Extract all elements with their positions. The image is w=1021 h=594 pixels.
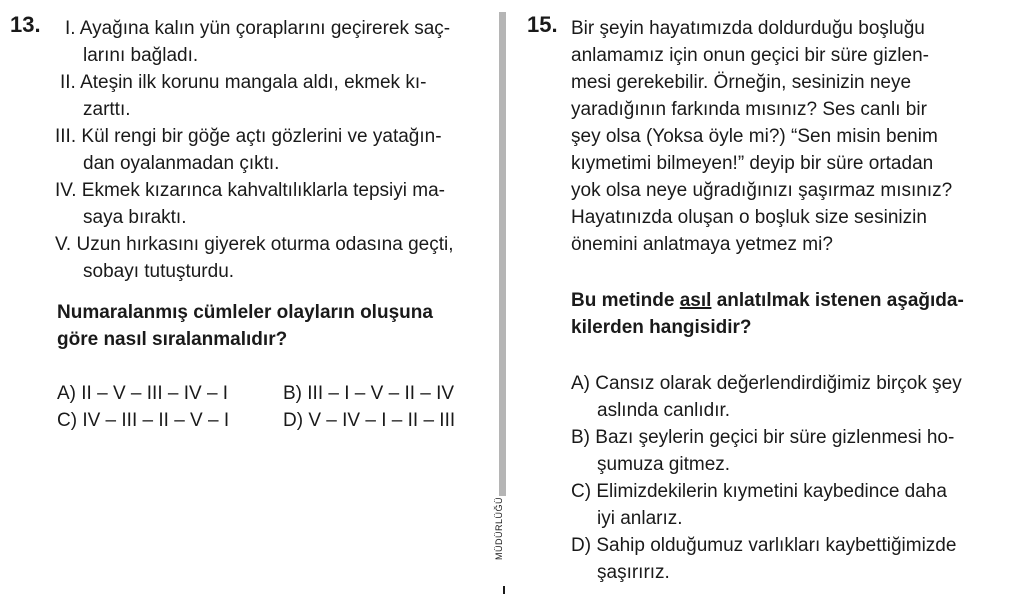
statement-line: larını bağladı. [83, 45, 199, 66]
prompt-underlined: asıl [679, 290, 712, 311]
statement-line: zarttı. [83, 99, 131, 120]
question-prompt: Numaralanmış cümleler olayların oluşuna [57, 302, 433, 323]
statement-line: saya bıraktı. [83, 207, 187, 228]
statement-line: dan oyalanmadan çıktı. [83, 153, 280, 174]
side-label: MÜDÜRLÜĞÜ [494, 497, 504, 560]
option-c[interactable]: C) IV – III – II – V – I [57, 410, 230, 431]
option-b[interactable]: B) Bazı şeylerin geçici bir süre gizlenmesi ho- [571, 427, 955, 448]
statement-line: sobayı tutuşturdu. [83, 261, 235, 282]
passage-line: yaradığının farkında mısınız? Ses canlı bir [571, 99, 927, 120]
statement-line: II. Ateşin ilk korunu mangala aldı, ekmek kı- [60, 72, 427, 93]
prompt-text: Bu metinde [571, 290, 680, 311]
statement-line: I. Ayağına kalın yün çoraplarını geçirerek saç- [65, 18, 451, 39]
passage-line: Hayatınızda oluşan o boşluk size sesinizin [571, 207, 927, 228]
side-tick [503, 586, 505, 594]
option-b-cont[interactable]: şumuza gitmez. [597, 454, 731, 475]
option-c-cont[interactable]: iyi anlarız. [597, 508, 683, 529]
question-number: 15. [527, 12, 558, 37]
column-divider [499, 12, 506, 496]
question-prompt: kilerden hangisidir? [571, 317, 752, 338]
passage-line: şey olsa (Yoksa öyle mi?) “Sen misin benim [571, 126, 938, 147]
statement-line: III. Kül rengi bir göğe açtı gözlerini ve yatağın- [55, 126, 442, 147]
passage-line: anlamamız için onun geçici bir süre gizlen- [571, 45, 929, 66]
option-d[interactable]: D) Sahip olduğumuz varlıkları kaybettiğimizde [571, 535, 957, 556]
option-d[interactable]: D) V – IV – I – II – III [283, 410, 456, 431]
option-a[interactable]: A) II – V – III – IV – I [57, 383, 229, 404]
passage-line: yok olsa neye uğradığınızı şaşırmaz mısınız? [571, 180, 953, 201]
statement-line: IV. Ekmek kızarınca kahvaltılıklarla tepsiyi ma- [55, 180, 445, 201]
passage-line: önemini anlatmaya yetmez mi? [571, 234, 833, 255]
question-number: 13. [10, 12, 41, 37]
passage-line: mesi gerekebilir. Örneğin, sesinizin neye [571, 72, 912, 93]
option-b[interactable]: B) III – I – V – II – IV [283, 383, 455, 404]
option-c[interactable]: C) Elimizdekilerin kıymetini kaybedince daha [571, 481, 947, 502]
passage-line: kıymetimi bilmeyen!” deyip bir süre ortadan [571, 153, 934, 174]
question-prompt: göre nasıl sıralanmalıdır? [57, 329, 288, 350]
option-d-cont[interactable]: şaşırırız. [597, 562, 670, 583]
option-a-cont[interactable]: aslında canlıdır. [597, 400, 731, 421]
question-prompt [571, 287, 964, 314]
statement-line: V. Uzun hırkasını giyerek oturma odasına geçti, [55, 234, 454, 255]
prompt-text: anlatılmak istenen aşağıda- [711, 290, 964, 311]
option-a[interactable]: A) Cansız olarak değerlendirdiğimiz birçok şey [571, 373, 962, 394]
passage-line: Bir şeyin hayatımızda doldurduğu boşluğu [571, 18, 925, 39]
